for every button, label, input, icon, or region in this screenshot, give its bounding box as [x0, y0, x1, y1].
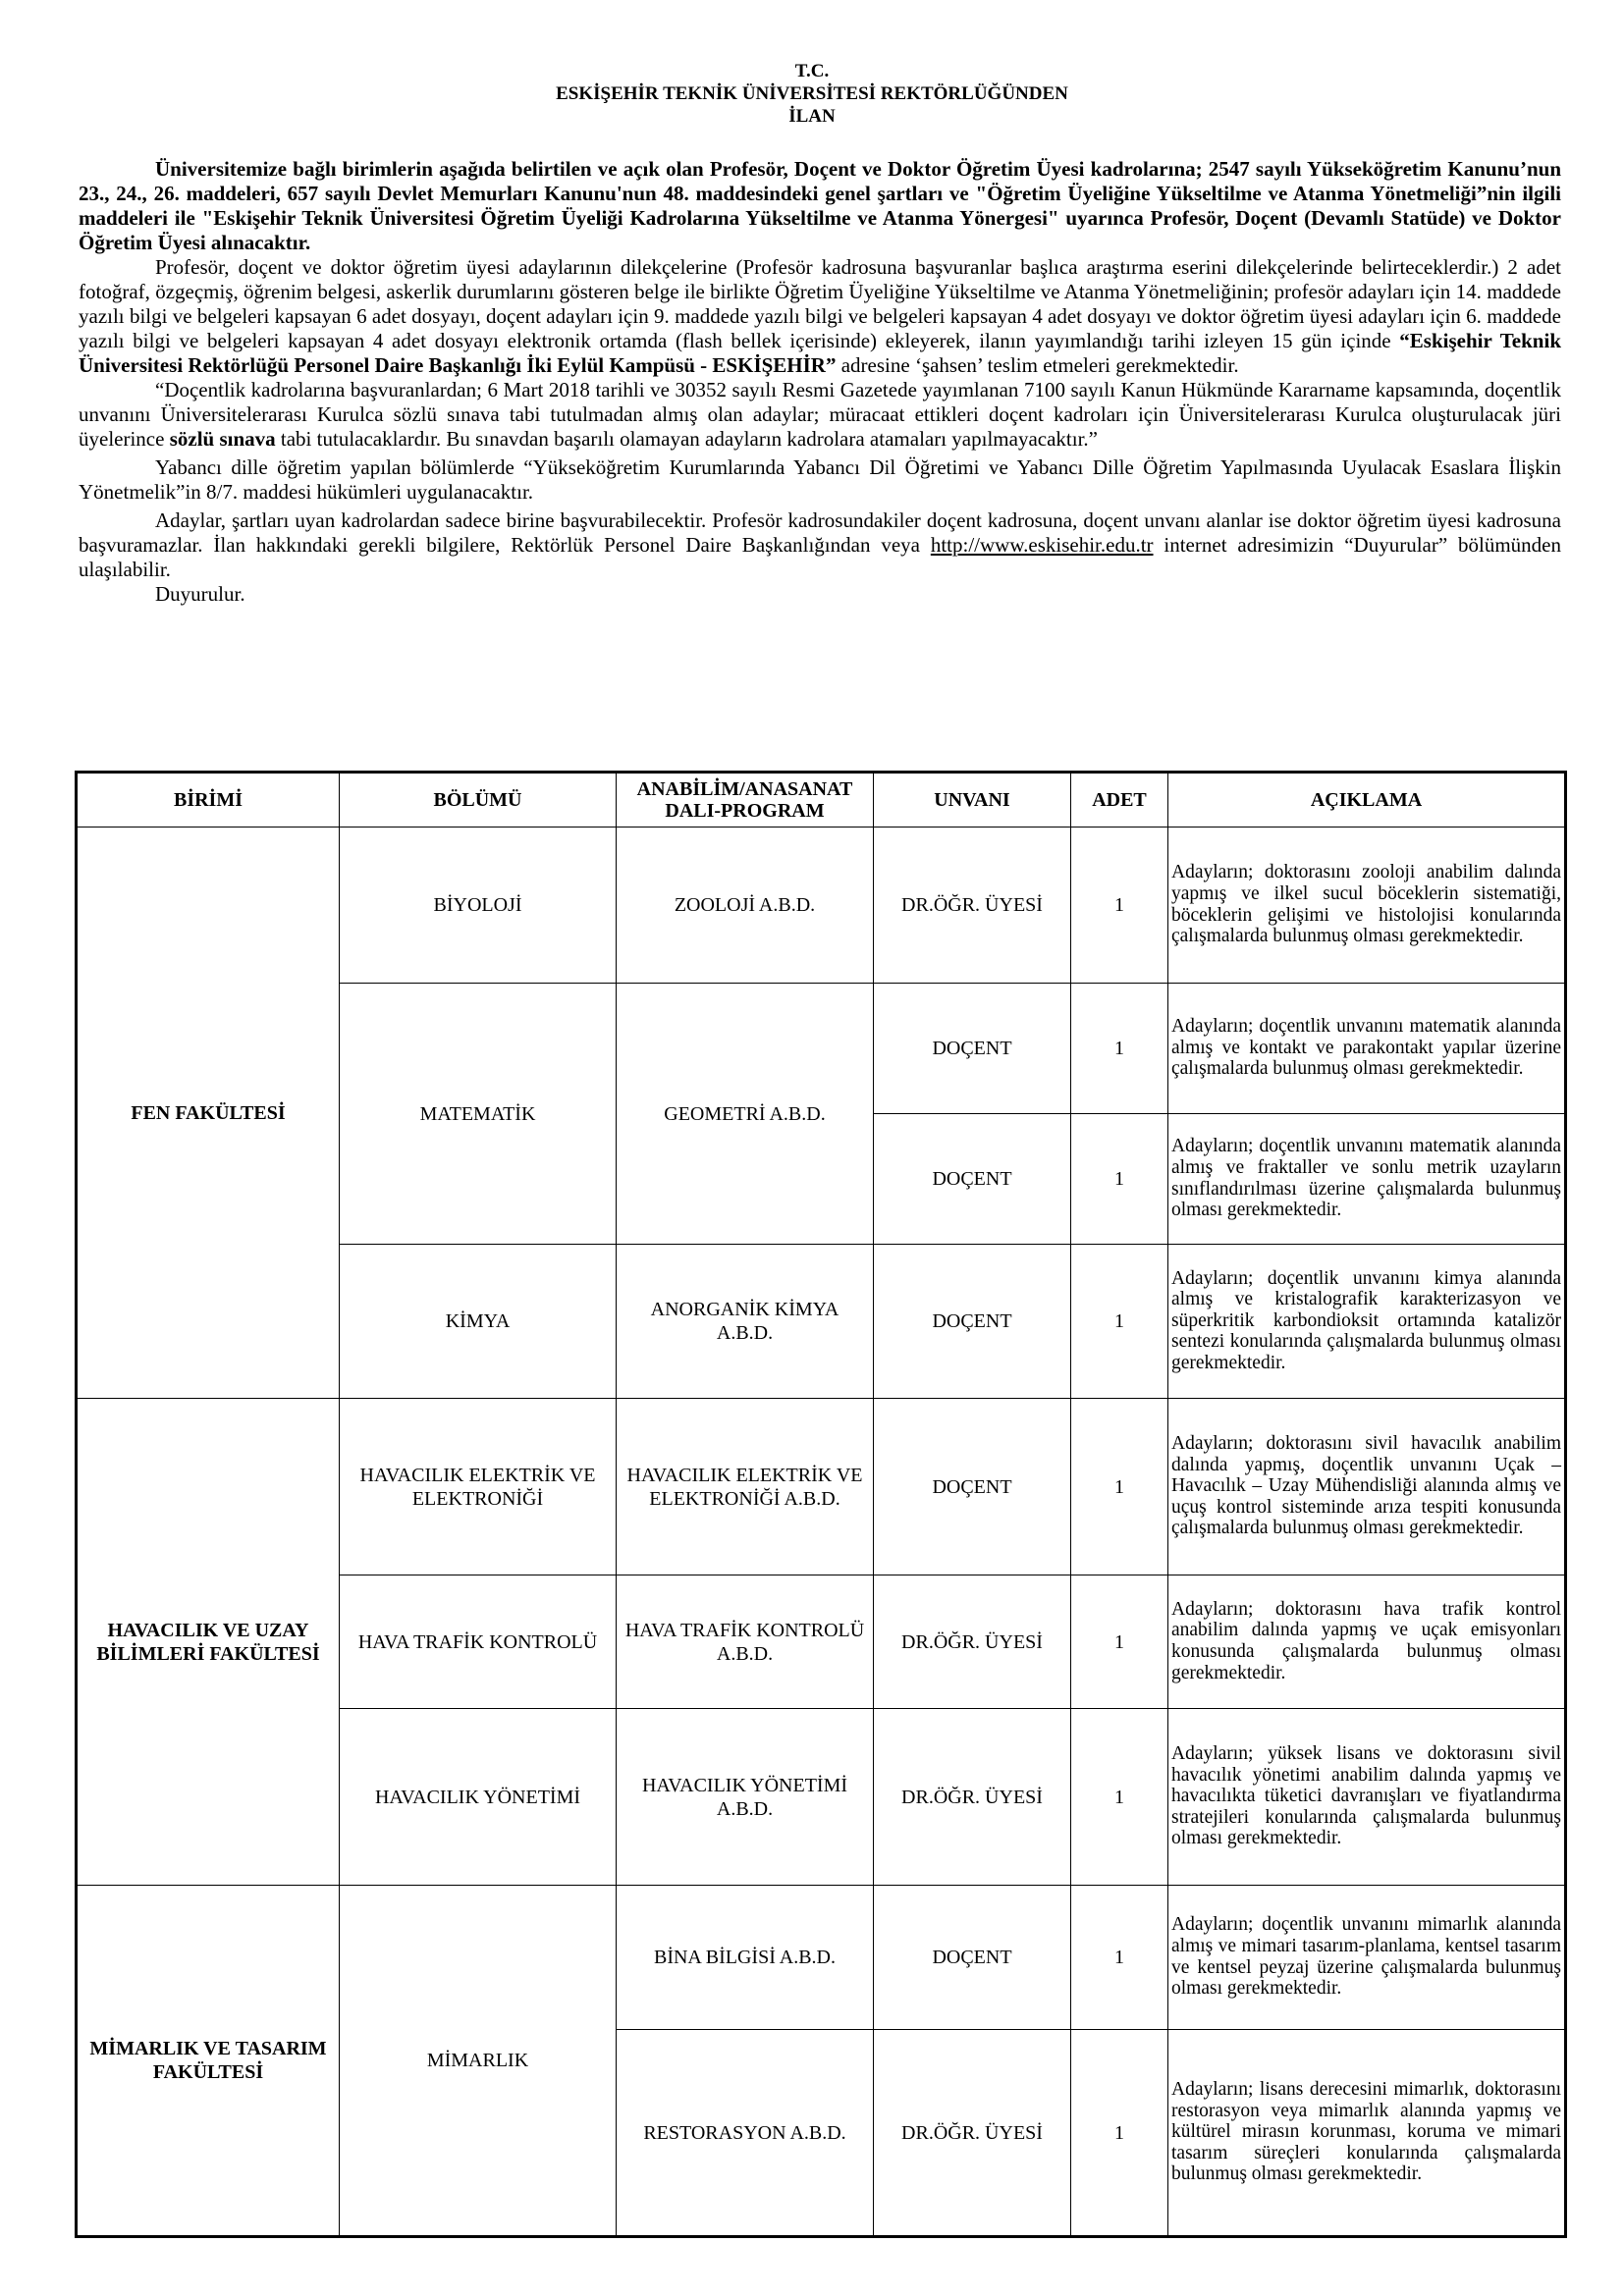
- paragraph-1: Üniversitemize bağlı birimlerin aşağıda belirtilen ve açık olan Profesör, Doçent ve Doktor Öğretim Üyesi kadrolarına; 2547 sayılı Yükseköğretim Kanunu’nun 23., 24., 26. maddeleri, 657 sayılı Devlet Memurları Kanunu'nun 48. maddesindeki genel şartları ve "Öğretim Üyeliğine Yükseltilme ve Atanma Yönetmeliği”nin ilgili maddeleri ile "Eskişehir Teknik Üniversitesi Öğretim Üyeliği Kadrolarına Yükseltilme ve Atanma Yönergesi" uyarınca Profesör, Doçent (Devamlı Statüde) ve Doktor Öğretim Üyesi alınacaktır.: [79, 157, 1561, 254]
- department-cell: HAVA TRAFİK KONTROLÜ: [340, 1575, 617, 1709]
- header-description: AÇIKLAMA: [1168, 773, 1566, 828]
- title-cell: DOÇENT: [874, 1114, 1071, 1245]
- paragraph-4: Yabancı dille öğretim yapılan bölümlerde “Yükseköğretim Kurumlarında Yabancı Dil Öğretimi ve Yabancı Dille Öğretim Yapılmasında Uyulacak Esaslara İlişkin Yönetmelik”in 8/7. maddesi hükümleri uygulanacaktır.: [79, 455, 1561, 504]
- program-cell: ZOOLOJİ A.B.D.: [617, 828, 874, 984]
- table-row: [77, 1886, 1566, 2030]
- description-cell: Adayların; doçentlik unvanını matematik alanında almış ve fraktaller ve sonlu metrik uzayların sınıflandırılması üzerine çalışmalarda bulunmuş olması gerekmektedir.: [1168, 1114, 1566, 1245]
- header-program: ANABİLİM/ANASANAT DALI-PROGRAM: [617, 773, 874, 828]
- title-cell: DOÇENT: [874, 984, 1071, 1114]
- count-cell: 1: [1071, 1575, 1168, 1709]
- count-cell: 1: [1071, 1399, 1168, 1575]
- department-cell: HAVACILIK YÖNETİMİ: [340, 1709, 617, 1886]
- description-cell: Adayların; doçentlik unvanını kimya alanında almış ve kristalografik karakterizasyon ve süperkritik karbondioksit ortamında katalizör sentezi konularında çalışmalarda bulunmuş olması gerekmektedir.: [1168, 1245, 1566, 1399]
- paragraph-5-text: Adaylar, şartları uyan kadrolardan sadece birine başvurabilecektir. Profesör kadrosundakiler doçent kadrosuna, doçent unvanı alanlar ise doktor öğretim üyesi kadrosuna başvuramazlar. İlan hakkındaki gerekli bilgilere, Rektörlük Personel Daire Başkanlığından veya: [79, 508, 1561, 557]
- count-cell: 1: [1071, 828, 1168, 984]
- title-cell: DR.ÖĞR. ÜYESİ: [874, 1575, 1071, 1709]
- department-cell: KİMYA: [340, 1245, 617, 1399]
- header-tc: T.C.: [794, 61, 830, 81]
- table-header-row: [77, 773, 1566, 828]
- title-cell: DOÇENT: [874, 1245, 1071, 1399]
- count-cell: 1: [1071, 1114, 1168, 1245]
- count-cell: 1: [1071, 2030, 1168, 2237]
- title-cell: DOÇENT: [874, 1399, 1071, 1575]
- paragraph-6: Duyurulur.: [155, 582, 245, 606]
- positions-table: [75, 771, 1567, 2238]
- program-cell: HAVA TRAFİK KONTROLÜ A.B.D.: [617, 1575, 874, 1709]
- description-cell: Adayların; yüksek lisans ve doktorasını sivil havacılık yönetimi anabilim dalında yapmış ve havacılıkta tüketici davranışları ve fiyatlandırma stratejileri konularında çalışmalarda bulunmuş olması gerekmektedir.: [1168, 1709, 1566, 1886]
- description-cell: Adayların; doçentlik unvanını matematik alanında almış ve kontakt ve parakontakt yapılar üzerine çalışmalarda bulunmuş olması gerekmektedir.: [1168, 984, 1566, 1114]
- description-cell: Adayların; doçentlik unvanını mimarlık alanında almış ve mimari tasarım-planlama, kentsel tasarım ve kentsel peyzaj üzerine çalışmalarda bulunmuş olması gerekmektedir.: [1168, 1886, 1566, 2030]
- paragraph-3-end: tabi tutulacaklardır. Bu sınavdan başarılı olamayan adayların kadrolara atamaları yapılmayacaktır.”: [280, 427, 1098, 451]
- count-cell: 1: [1071, 1886, 1168, 2030]
- header-count: ADET: [1071, 773, 1168, 828]
- program-cell: HAVACILIK YÖNETİMİ A.B.D.: [617, 1709, 874, 1886]
- oral-exam-emphasis: sözlü sınava: [169, 427, 276, 451]
- announcement-text: [79, 157, 1561, 607]
- program-cell: BİNA BİLGİSİ A.B.D.: [617, 1886, 874, 2030]
- program-cell: RESTORASYON A.B.D.: [617, 2030, 874, 2237]
- header-university: ESKİŞEHİR TEKNİK ÜNİVERSİTESİ REKTÖRLÜĞÜNDEN: [556, 83, 1068, 104]
- description-cell: Adayların; doktorasını zooloji anabilim dalında yapmış ve ilkel sucul böceklerin sistematiği, böceklerin gelişimi ve histolojisi konularında çalışmalarda bulunmuş olması gerekmektedir.: [1168, 828, 1566, 984]
- count-cell: 1: [1071, 984, 1168, 1114]
- paragraph-2-text: Profesör, doçent ve doktor öğretim üyesi adaylarının dilekçelerine (Profesör kadrosuna başvuranlar başlıca araştırma eserini dilekçelerinde belirteceklerdir.) 2 adet fotoğraf, özgeçmiş, öğrenim belgesi, askerlik durumlarını gösteren belge ile birlikte Öğretim Üyeliğine Yükseltilme ve Atanma Yönetmeliğinin; profesör adayları için 14. maddede yazılı bilgi ve belgeleri kapsayan 6 adet dosyayı, doçent adayları için 9. maddede yazılı bilgi ve belgeleri kapsayan 4 adet dosyayı ve doktor öğretim üyesi adayları için 6. maddede yazılı bilgi ve belgeleri kapsayan 4 adet dosyayı elektronik ortamda (flash bellek içerisinde) ekleyerek, ilanın yayımlandığı tarihi izleyen 15 gün içinde: [79, 255, 1561, 352]
- paragraph-2-end: adresine ‘şahsen’ teslim etmeleri gerekmektedir.: [840, 353, 1239, 377]
- department-cell: BİYOLOJİ: [340, 828, 617, 984]
- unit-cell: HAVACILIK VE UZAY BİLİMLERİ FAKÜLTESİ: [77, 1399, 340, 1886]
- title-cell: DR.ÖĞR. ÜYESİ: [874, 828, 1071, 984]
- description-cell: Adayların; lisans derecesini mimarlık, doktorasını restorasyon veya mimarlık alanında yapmış ve kültürel mirasın korunması, koruma ve mimari tasarım süreçleri konularında çalışmalarda bulunmuş olması gerekmektedir.: [1168, 2030, 1566, 2237]
- header-unit: BİRİMİ: [77, 773, 340, 828]
- program-cell: GEOMETRİ A.B.D.: [617, 984, 874, 1245]
- unit-cell: MİMARLIK VE TASARIM FAKÜLTESİ: [77, 1886, 340, 2237]
- paragraph-3: [79, 378, 1561, 452]
- table-row: [77, 1399, 1566, 1575]
- application-address: “Eskişehir Teknik Üniversitesi Rektörlüğü Personel Daire Başkanlığı İki Eylül Kampüsü - ESKİŞEHİR”: [79, 329, 1561, 377]
- program-cell: ANORGANİK KİMYA A.B.D.: [617, 1245, 874, 1399]
- title-cell: DR.ÖĞR. ÜYESİ: [874, 1709, 1071, 1886]
- header-department: BÖLÜMÜ: [340, 773, 617, 828]
- department-cell: MATEMATİK: [340, 984, 617, 1245]
- header-title: UNVANI: [874, 773, 1071, 828]
- paragraph-5-end: internet adresimizin “Duyurular” bölümünden ulaşılabilir.: [79, 533, 1562, 581]
- unit-cell: FEN FAKÜLTESİ: [77, 828, 340, 1399]
- description-cell: Adayların; doktorasını sivil havacılık anabilim dalında yapmış, doçentlik unvanını Uçak – Havacılık – Uzay Mühendisliği alanında almış ve uçuş kontrol sisteminde arıza tespiti konusunda çalışmalarda bulunmuş olması gerekmektedir.: [1168, 1399, 1566, 1575]
- title-cell: DOÇENT: [874, 1886, 1071, 2030]
- paragraph-2: [79, 255, 1561, 378]
- paragraph-3-text: “Doçentlik kadrolarına başvuranlardan; 6 Mart 2018 tarihli ve 30352 sayılı Resmi Gazetede yayımlanan 7100 sayılı Kanun Hükmünde Kararname kapsamında, doçentlik unvanını Üniversitelerarası Kurulca sözlü sınava tabi tutulmadan almış olan adaylar; müracaat ettikleri doçent kadroları için Üniversitelerarası Kurulca oluşturulacak jüri üyelerince: [79, 378, 1561, 451]
- department-cell: HAVACILIK ELEKTRİK VE ELEKTRONİĞİ: [340, 1399, 617, 1575]
- description-cell: Adayların; doktorasını hava trafik kontrol anabilim dalında yapmış ve uçak emisyonları konusunda çalışmalarda bulunmuş olması gerekmektedir.: [1168, 1575, 1566, 1709]
- count-cell: 1: [1071, 1245, 1168, 1399]
- table-row: [77, 828, 1566, 984]
- count-cell: 1: [1071, 1709, 1168, 1886]
- paragraph-5: [79, 508, 1561, 582]
- website-link[interactable]: http://www.eskisehir.edu.tr: [930, 533, 1154, 557]
- department-cell: MİMARLIK: [340, 1886, 617, 2237]
- program-cell: HAVACILIK ELEKTRİK VE ELEKTRONİĞİ A.B.D.: [617, 1399, 874, 1575]
- title-cell: DR.ÖĞR. ÜYESİ: [874, 2030, 1071, 2237]
- header-ilan: İLAN: [788, 106, 836, 127]
